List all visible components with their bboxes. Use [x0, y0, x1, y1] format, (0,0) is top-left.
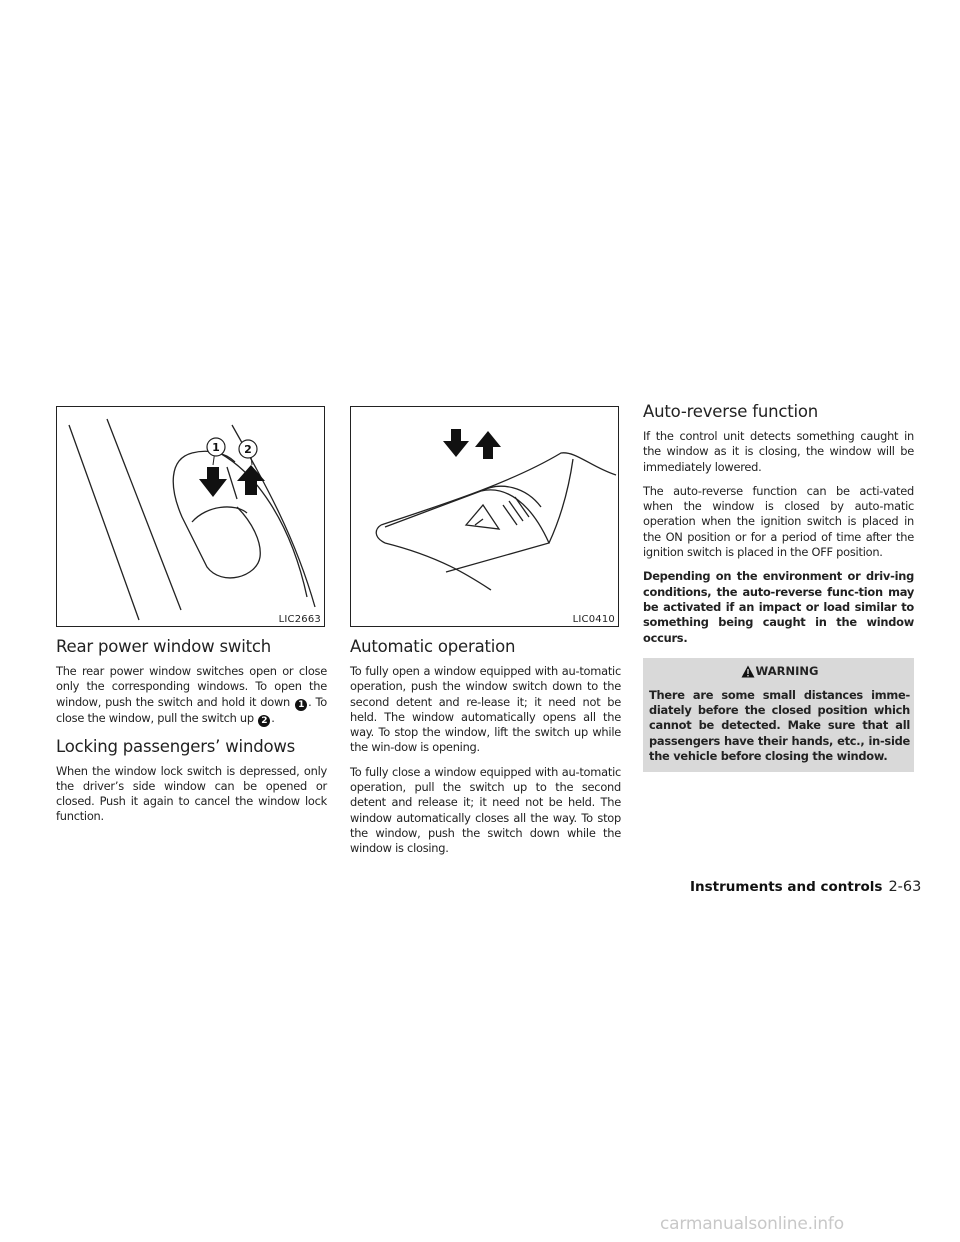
locking-paragraph: When the window lock switch is depressed, only the driver’s side window can be opened or closed. Push it again to cancel the window lock function. — [56, 763, 327, 824]
figure-rear-switch — [56, 406, 325, 627]
warning-box — [643, 658, 914, 772]
figure-code: LIC2663 — [278, 614, 321, 625]
heading-rear-power-window: Rear power window switch — [56, 637, 271, 656]
heading-automatic-operation: Automatic operation — [350, 637, 516, 656]
figure-code: LIC0410 — [572, 614, 615, 625]
warning-header — [649, 664, 910, 678]
column-right — [643, 400, 914, 772]
column-middle — [350, 406, 621, 866]
watermark: carmanualsonline.info — [660, 1214, 844, 1234]
figure-auto-switch — [350, 406, 619, 627]
callout-1: 1 — [212, 441, 220, 454]
callout-2-inline: 2 — [258, 715, 270, 727]
warning-triangle-icon — [741, 665, 755, 678]
automatic-paragraph-2: To fully close a window equipped with au-tomatic operation, pull the switch up to the second detent and release it; it need not be held. The window automatically closes all the way. To stop the window, push the switch down while the window is closing. — [350, 764, 621, 856]
page-footer — [690, 876, 921, 895]
page-number: 2-63 — [888, 879, 922, 895]
rear-power-paragraph: The rear power window switches open or close only the corresponding windows. To open the window, push the switch and hold it down 1 . To close the window, pull the switch up 2 . — [56, 664, 327, 726]
warning-label: WARNING — [755, 663, 819, 678]
footer-section-title: Instruments and controls — [690, 879, 883, 895]
automatic-paragraph-1: To fully open a window equipped with au-tomatic operation, push the window switch down to the second detent and re-lease it; it need not be held. The window automatically opens all the way. To stop the window, lift the switch up while the win-dow is opening. — [350, 664, 621, 755]
auto-reverse-paragraph-2: The auto-reverse function can be acti-vated when the window is closed by auto-matic operation when the ignition switch is placed in the ON position or for a period of time after the ignition switch is placed in the OFF position. — [643, 483, 914, 560]
callout-2: 2 — [244, 443, 252, 456]
callout-1-inline: 1 — [295, 699, 307, 711]
heading-auto-reverse: Auto-reverse function — [643, 402, 819, 421]
auto-reverse-paragraph-3: Depending on the environment or driv-ing conditions, the auto-reverse func-tion may be activated if an impact or load similar to something being caught in the window occurs. — [643, 569, 914, 645]
column-left — [56, 406, 327, 834]
rear-window-switch-illustration — [57, 407, 326, 628]
heading-locking-windows: Locking passengers’ windows — [56, 736, 296, 756]
warning-text: There are some small distances imme-diately before the closed position which cannot be detected. Make sure that all passengers have their hands, etc., in-side the vehicle before closing the window. — [649, 687, 910, 764]
auto-reverse-paragraph-1: If the control unit detects something caught in the window as it is closing, the window will be immediately lowered. — [643, 429, 914, 474]
automatic-window-switch-illustration — [351, 407, 620, 628]
